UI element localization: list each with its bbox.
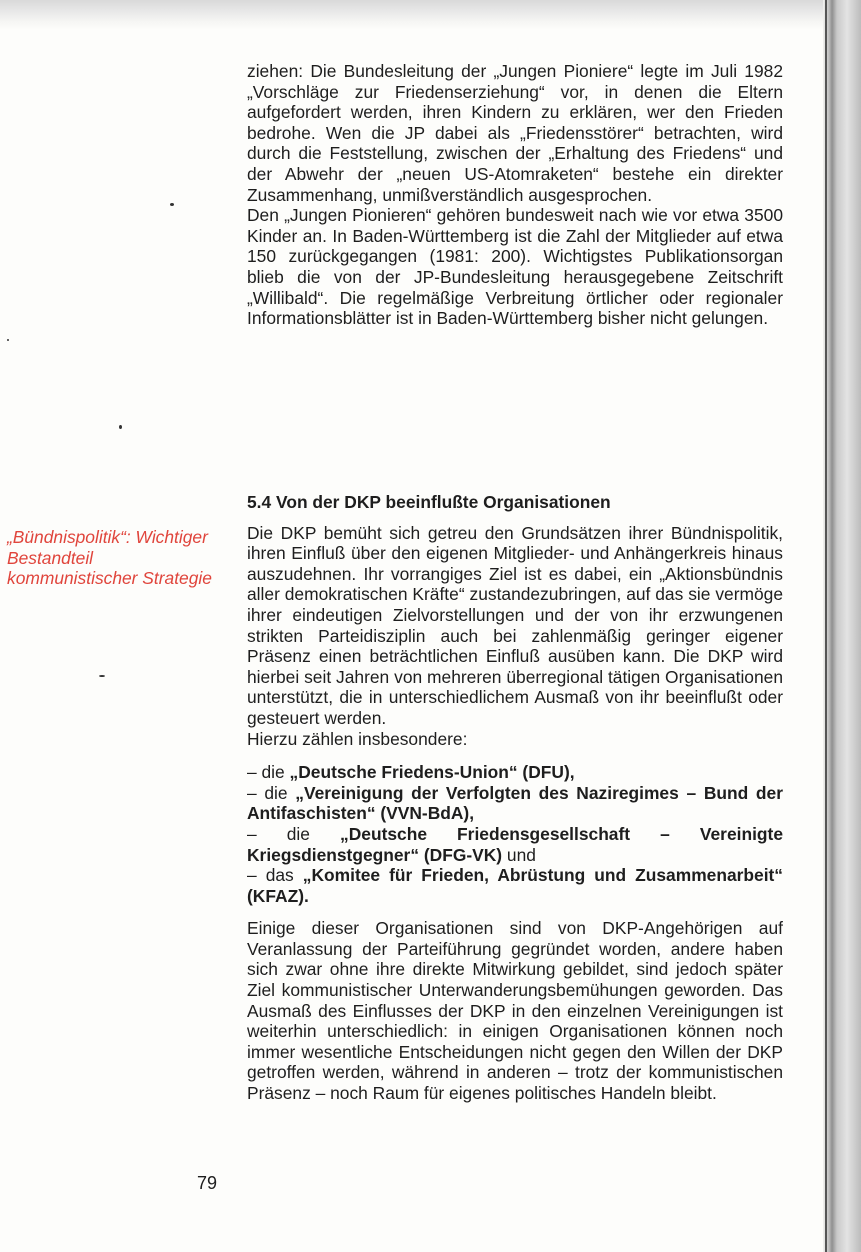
page-top-shadow (0, 0, 830, 30)
paragraph-jp-vorschlaege: ziehen: Die Bundesleitung der „Jungen Pioniere“ legte im Juli 1982 „Vorschläge zur Friedenserziehung“ vor, in denen die Eltern aufgefordert werden, ihren Kindern zu erklären, wer den Frieden bedrohe. Wen die JP dabei als „Friedensstörer“ betrachten, wird durch die Feststellung, zwischen der „Erhaltung des Friedens“ und der Abwehr der „neuen US-Atomraketen“ bestehe ein direkter Zusammenhang, unmißverständlich ausgesprochen. (247, 61, 783, 205)
scan-speck (7, 339, 9, 341)
section-intro-paragraph: Die DKP bemüht sich getreu den Grundsätzen ihrer Bündnispolitik, ihren Einfluß über den eigenen Mitglieder- und Anhängerkreis hinaus auszudehnen. Ihr vorrangiges Ziel ist es dabei, ein „Aktionsbündnis aller demokratischen Kräfte“ zustandezubringen, auf das sie vermöge ihrer eindeutigen Zielvorstellungen und der von ihr erzwungenen strikten Parteidisziplin auch bei zahlenmäßig geringer eigener Präsenz einen beträchtlichen Einfluß ausüben kann. Die DKP wird hierbei seit Jahren von mehreren überregional tätigen Organisationen unterstützt, die in unterschiedlichem Ausmaß von ihr beeinflußt oder gesteuert werden. (247, 522, 783, 728)
list-item: – die „Deutsche Friedensgesellschaft – Vereinigte Kriegsdienstgegner“ (DFG-VK) und (247, 823, 783, 865)
page-binding-line (825, 0, 827, 1252)
section-5-4 (247, 492, 783, 1104)
closing-paragraph: Einige dieser Organisationen sind von DKP-Angehörigen auf Veranlassung der Parteiführung gegründet worden, andere haben sich zwar ohne ihre direkte Mitwirkung gebildet, sind jedoch später Ziel kommunistischer Unterwanderungsbemühungen geworden. Das Ausmaß des Einflusses der DKP in den einzelnen Vereinigungen ist weiterhin unterschiedlich: in einigen Organisationen können noch immer wesentliche Entscheidungen nicht gegen den Willen der DKP getroffen werden, während in anderen – trotz der kommunistischen Präsenz – noch Raum für eigenes politisches Handeln bleibt. (247, 918, 783, 1104)
page-number: 79 (197, 1173, 218, 1193)
scan-speck (119, 425, 122, 429)
page-binding-edge (823, 0, 861, 1252)
list-item: – das „Komitee für Frieden, Abrüstung und Zusammenarbeit“ (KFAZ). (247, 865, 784, 906)
section-heading: 5.4 Von der DKP beeinflußte Organisationen (247, 492, 611, 512)
list-lead: Hierzu zählen insbesondere: (247, 728, 468, 749)
scan-speck (170, 203, 174, 206)
paragraph-jp-mitglieder: Den „Jungen Pionieren“ gehören bundesweit nach wie vor etwa 3500 Kinder an. In Baden-Württemberg ist die Zahl der Mitglieder auf etwa 150 zurückgegangen (1981: 200). Wichtigstes Publikationsorgan blieb die von der JP-Bundesleitung herausgegebene Zeitschrift „Willibald“. Die regelmäßige Verbreitung örtlicher oder regionaler Informationsblätter ist in Baden-Württemberg bisher nicht gelungen. (247, 205, 783, 329)
organisation-list (247, 762, 783, 906)
list-item: – die „Deutsche Friedens-Union“ (DFU), (247, 762, 575, 783)
list-item: – die „Vereinigung der Verfolgten des Naziregimes – Bund der Antifaschisten“ (VVN-BdA), (247, 782, 783, 824)
scan-speck (99, 675, 105, 677)
upper-text-block (247, 61, 783, 329)
margin-note: „Bündnispolitik“: Wichtiger Bestandteil kommunistischer Strategie (7, 527, 212, 589)
